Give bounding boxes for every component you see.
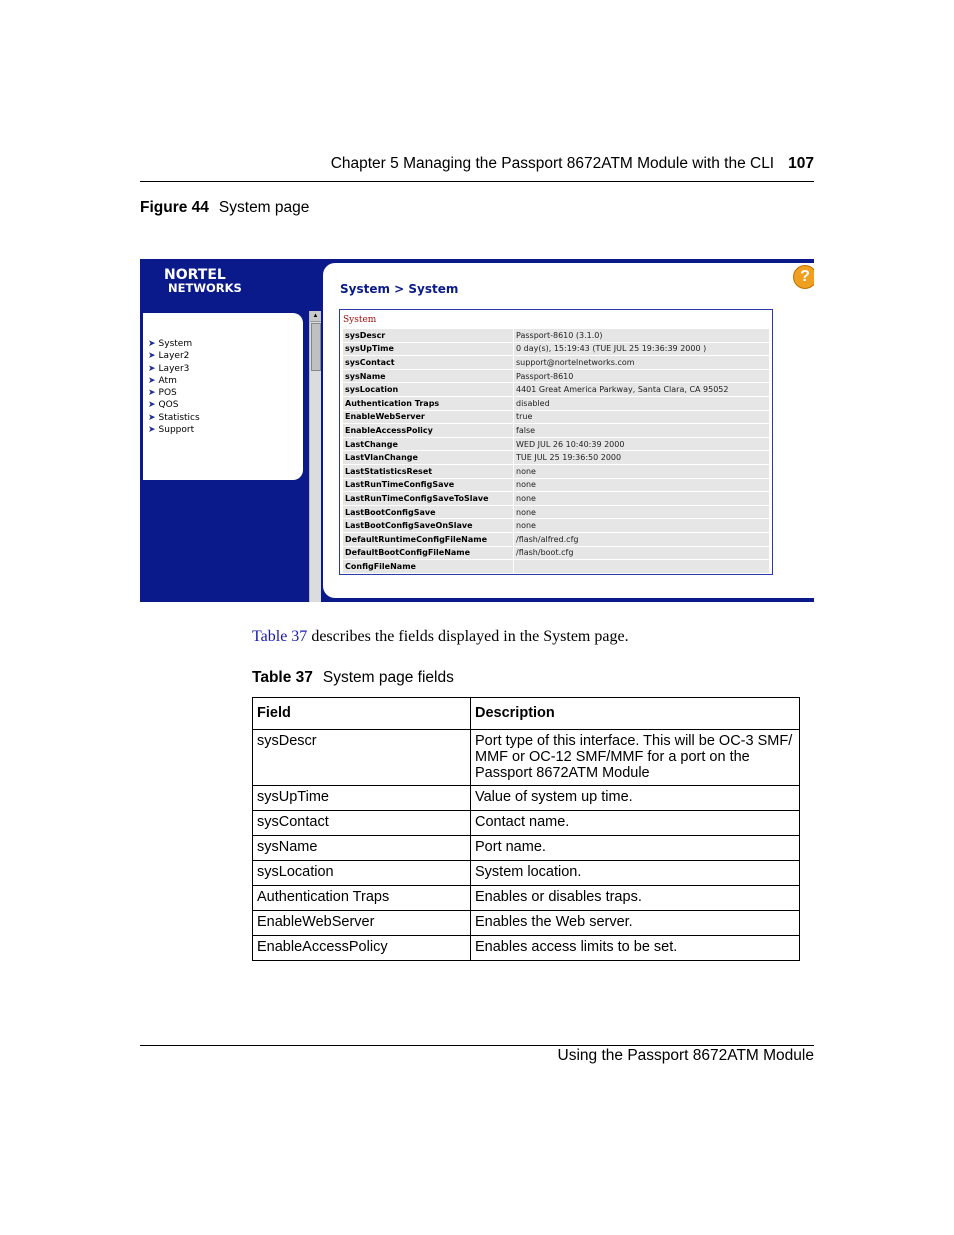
nav-item[interactable]	[148, 375, 200, 387]
nav-item-label: QOS	[158, 400, 179, 411]
description-cell: Contact name.	[471, 811, 800, 836]
table-row	[253, 786, 800, 811]
nav-item[interactable]	[148, 338, 200, 350]
scroll-up-icon[interactable]: ▲	[310, 311, 321, 322]
table-row	[253, 936, 800, 961]
field-cell: sysUpTime	[253, 786, 471, 811]
system-row-key: LastVlanChange	[343, 451, 514, 465]
system-row	[343, 396, 770, 410]
system-row-key: sysLocation	[343, 383, 514, 397]
page-number: 107	[788, 155, 814, 172]
system-row-key: ConfigFileName	[343, 560, 514, 574]
running-header	[140, 155, 814, 177]
nortel-logo	[164, 269, 242, 295]
nav-item-label: Statistics	[158, 412, 200, 423]
system-row-value: none	[514, 519, 770, 533]
system-row	[343, 478, 770, 492]
nav-item-label: Layer3	[158, 363, 190, 374]
arrow-right-icon: ➤	[148, 363, 156, 374]
arrow-right-icon: ➤	[148, 412, 156, 423]
system-row	[343, 424, 770, 438]
system-row	[343, 451, 770, 465]
intro-text: describes the fields displayed in the System page.	[307, 628, 629, 645]
table-row	[253, 811, 800, 836]
description-cell: Enables or disables traps.	[471, 886, 800, 911]
system-row-key: LastChange	[343, 437, 514, 451]
nav-item-label: POS	[158, 388, 177, 399]
fields-table	[252, 697, 800, 961]
system-row-key: LastRunTimeConfigSave	[343, 478, 514, 492]
system-row	[343, 383, 770, 397]
field-cell: sysName	[253, 836, 471, 861]
description-cell: Enables access limits to be set.	[471, 936, 800, 961]
table-row	[253, 861, 800, 886]
nav-item-label: System	[158, 339, 193, 349]
system-row-key: LastBootConfigSaveOnSlave	[343, 519, 514, 533]
arrow-right-icon: ➤	[148, 351, 156, 362]
system-row-key: sysUpTime	[343, 342, 514, 356]
field-cell: sysLocation	[253, 861, 471, 886]
footer-text: Using the Passport 8672ATM Module	[557, 1047, 814, 1064]
nav-item[interactable]	[148, 363, 200, 375]
system-row-key: LastStatisticsReset	[343, 464, 514, 478]
system-row-value: TUE JUL 25 19:36:50 2000	[514, 451, 770, 465]
table-row	[253, 836, 800, 861]
table-header-row	[253, 698, 800, 730]
arrow-right-icon: ➤	[148, 339, 156, 349]
system-row-value: none	[514, 478, 770, 492]
system-row	[343, 505, 770, 519]
system-row-key: DefaultBootConfigFileName	[343, 546, 514, 560]
system-row	[343, 546, 770, 560]
nav-item-label: Support	[158, 425, 195, 436]
system-row	[343, 492, 770, 506]
arrow-right-icon: ➤	[148, 425, 156, 436]
table-row	[253, 730, 800, 786]
footer-rule	[140, 1045, 814, 1046]
system-row-key: sysDescr	[343, 329, 514, 343]
breadcrumb: System > System	[340, 282, 459, 296]
nav-item-label: Layer2	[158, 351, 190, 362]
arrow-right-icon: ➤	[148, 388, 156, 399]
system-row	[343, 560, 770, 574]
system-row-value: support@nortelnetworks.com	[514, 356, 770, 370]
system-table	[342, 328, 770, 574]
nav-item[interactable]	[148, 350, 200, 362]
table-row	[253, 911, 800, 936]
system-row	[343, 356, 770, 370]
header-rule	[140, 181, 814, 182]
system-row-value: none	[514, 464, 770, 478]
figure-caption	[140, 199, 309, 217]
system-row-key: EnableWebServer	[343, 410, 514, 424]
system-row	[343, 369, 770, 383]
description-cell: Port type of this interface. This will be OC-3 SMF/ MMF or OC-12 SMF/MMF for a port on the Passport 8672ATM Module	[471, 730, 800, 786]
system-row-value: none	[514, 492, 770, 506]
system-row	[343, 532, 770, 546]
table-caption	[252, 669, 454, 687]
scroll-thumb[interactable]	[311, 323, 321, 371]
nav-item[interactable]	[148, 424, 200, 436]
field-cell: sysContact	[253, 811, 471, 836]
nav-item[interactable]	[148, 387, 200, 399]
table-title: System page fields	[322, 669, 454, 686]
nav-scrollbar[interactable]	[309, 311, 321, 602]
system-row-value: Passport-8610	[514, 369, 770, 383]
system-row-key: sysName	[343, 369, 514, 383]
description-cell: Port name.	[471, 836, 800, 861]
header-description: Description	[471, 698, 800, 730]
nav-panel	[143, 313, 303, 480]
figure-title: System page	[218, 199, 310, 216]
system-row-key: LastBootConfigSave	[343, 505, 514, 519]
intro-paragraph	[252, 628, 629, 646]
logo-line2: NETWORKS	[168, 281, 242, 295]
description-cell: Value of system up time.	[471, 786, 800, 811]
system-row-key: EnableAccessPolicy	[343, 424, 514, 438]
chapter-title: Chapter 5 Managing the Passport 8672ATM Module with the CLI	[330, 155, 775, 172]
nav-item[interactable]	[148, 412, 200, 424]
description-cell: Enables the Web server.	[471, 911, 800, 936]
system-row	[343, 342, 770, 356]
system-row	[343, 410, 770, 424]
system-row-value: 0 day(s), 15:19:43 (TUE JUL 25 19:36:39 2000 )	[514, 342, 770, 356]
system-row-value: /flash/boot.cfg	[514, 546, 770, 560]
figure-label: Figure 44	[140, 199, 209, 216]
logo-line1: NORTEL	[164, 267, 226, 283]
system-row-value: Passport-8610 (3.1.0)	[514, 329, 770, 343]
system-row	[343, 437, 770, 451]
arrow-right-icon: ➤	[148, 400, 156, 411]
system-row	[343, 329, 770, 343]
system-row-value: none	[514, 505, 770, 519]
nav-item[interactable]	[148, 399, 200, 411]
system-row-key: sysContact	[343, 356, 514, 370]
table-row	[253, 886, 800, 911]
system-row-value: /flash/alfred.cfg	[514, 532, 770, 546]
help-icon[interactable]: ?	[793, 265, 814, 289]
table-label: Table 37	[252, 669, 313, 686]
field-cell: EnableAccessPolicy	[253, 936, 471, 961]
system-row-value: 4401 Great America Parkway, Santa Clara, CA 95052	[514, 383, 770, 397]
system-row	[343, 519, 770, 533]
system-row-value: WED JUL 26 10:40:39 2000	[514, 437, 770, 451]
field-cell: sysDescr	[253, 730, 471, 786]
system-row-value: disabled	[514, 396, 770, 410]
nav-item-label: Atm	[158, 375, 177, 386]
system-row-value: true	[514, 410, 770, 424]
field-cell: Authentication Traps	[253, 886, 471, 911]
system-box-title: System	[343, 315, 377, 325]
field-cell: EnableWebServer	[253, 911, 471, 936]
system-row-value: false	[514, 424, 770, 438]
system-row	[343, 464, 770, 478]
system-row-key: LastRunTimeConfigSaveToSlave	[343, 492, 514, 506]
nav-list	[148, 338, 200, 436]
system-row-key: DefaultRuntimeConfigFileName	[343, 532, 514, 546]
table-37-link[interactable]: Table 37	[252, 628, 308, 645]
header-field: Field	[253, 698, 471, 730]
system-row-value	[514, 560, 770, 574]
system-row-key: Authentication Traps	[343, 396, 514, 410]
main-panel	[323, 263, 814, 598]
system-box	[339, 309, 773, 575]
arrow-right-icon: ➤	[148, 375, 156, 386]
system-page-screenshot	[140, 259, 814, 602]
description-cell: System location.	[471, 861, 800, 886]
